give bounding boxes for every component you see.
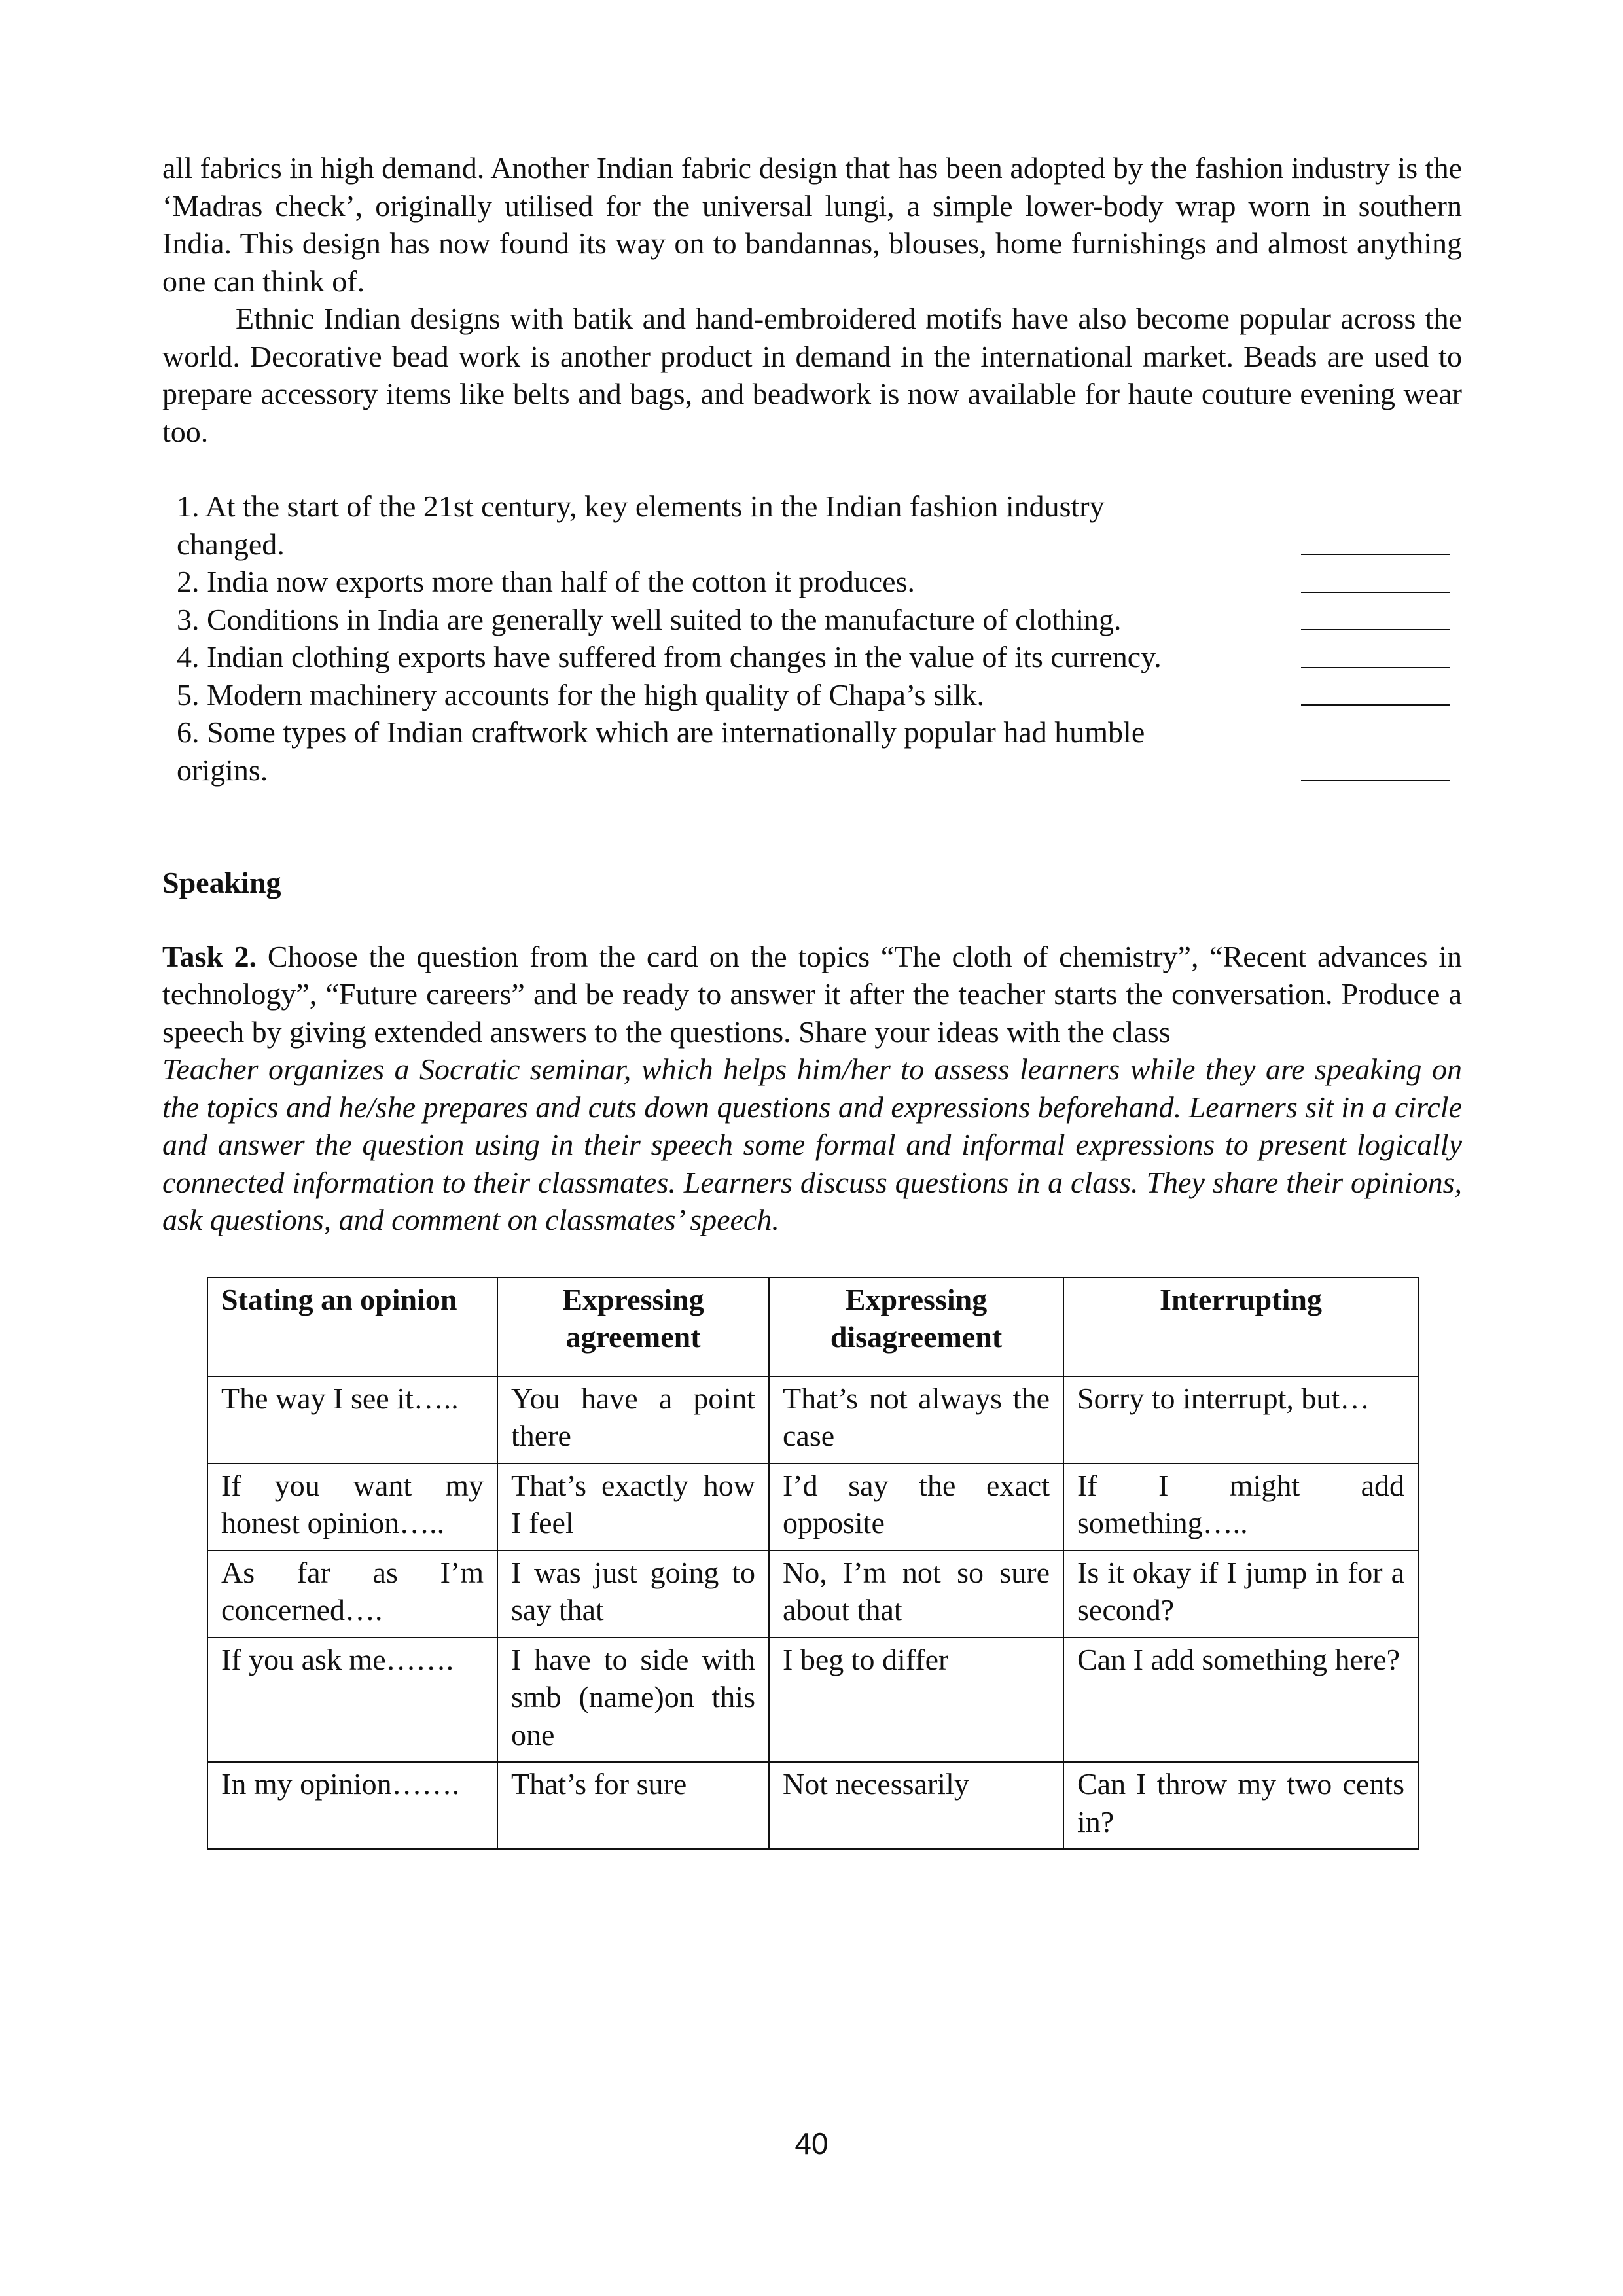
statement-line: 1. At the start of the 21st century, key elements in the Indian fashion industry bbox=[177, 490, 1105, 523]
section-heading-speaking: Speaking bbox=[162, 866, 281, 899]
paragraph-madras: all fabrics in high demand. Another Indian fabric design that has been adopted by the fashion industry is the ‘Madras check’, originally utilised for the universal lungi, a simple lower-body wrap worn in southern India. This design has now found its way on to bandannas, blouses, home furnishings and almost anything one can think of. bbox=[162, 151, 1462, 298]
page-content bbox=[162, 149, 1462, 1850]
table-row bbox=[207, 1376, 1418, 1463]
statement-line: origins. bbox=[177, 753, 268, 787]
table-cell: The way I see it….. bbox=[207, 1376, 497, 1463]
list-item bbox=[162, 713, 1450, 789]
table-cell: Is it okay if I jump in for a second? bbox=[1063, 1551, 1418, 1638]
task-2-instructions bbox=[162, 938, 1462, 1051]
statement-line: 3. Conditions in India are generally well suited to the manufacture of clothing. bbox=[177, 602, 1122, 636]
table-row bbox=[207, 1638, 1418, 1763]
column-header: Interrupting bbox=[1063, 1278, 1418, 1376]
list-item bbox=[162, 638, 1450, 676]
table-cell: I’d say the exact opposite bbox=[769, 1463, 1063, 1551]
table-cell: If I might add something….. bbox=[1063, 1463, 1418, 1551]
list-item bbox=[162, 563, 1450, 601]
table-cell: Can I add something here? bbox=[1063, 1638, 1418, 1763]
table-cell: You have a point there bbox=[497, 1376, 769, 1463]
answer-blank[interactable] bbox=[1301, 565, 1450, 593]
statement-line: 2. India now exports more than half of the cotton it produces. bbox=[177, 565, 915, 598]
true-false-list bbox=[162, 488, 1450, 789]
table-row bbox=[207, 1551, 1418, 1638]
statement-line: changed. bbox=[177, 527, 285, 561]
page-number: 40 bbox=[794, 2126, 829, 2161]
table-cell: Sorry to interrupt, but… bbox=[1063, 1376, 1418, 1463]
list-item bbox=[162, 601, 1450, 639]
task-label: Task 2. bbox=[162, 939, 257, 973]
table-cell: If you ask me……. bbox=[207, 1638, 497, 1763]
column-header: Stating an opinion bbox=[207, 1278, 497, 1376]
table-cell: I beg to differ bbox=[769, 1638, 1063, 1763]
statement-line: 5. Modern machinery accounts for the high quality of Chapa’s silk. bbox=[177, 677, 985, 711]
statement-line: 4. Indian clothing exports have suffered from changes in the value of its currency. bbox=[177, 640, 1162, 673]
table-cell: I was just going to say that bbox=[497, 1551, 769, 1638]
expressions-table bbox=[207, 1277, 1419, 1850]
table-cell: I have to side with smb (name)on this one bbox=[497, 1638, 769, 1763]
table-cell: As far as I’m concerned…. bbox=[207, 1551, 497, 1638]
table-row bbox=[207, 1463, 1418, 1551]
list-item bbox=[162, 488, 1450, 563]
answer-blank[interactable] bbox=[1301, 678, 1450, 706]
column-header: Expressing agreement bbox=[497, 1278, 769, 1376]
answer-blank[interactable] bbox=[1301, 753, 1450, 781]
task-text: Choose the question from the card on the topics “The cloth of chemistry”, “Recent advances in technology”, “Future careers” and be ready to answer it after the teacher starts the conversation. Produce a speech by giving extended answers to the questions. Share your ideas with the class bbox=[162, 939, 1462, 1049]
answer-blank[interactable] bbox=[1301, 603, 1450, 630]
table-cell: That’s not always the case bbox=[769, 1376, 1063, 1463]
table-cell: No, I’m not so sure about that bbox=[769, 1551, 1063, 1638]
table-header-row bbox=[207, 1278, 1418, 1376]
table-cell: That’s exactly how I feel bbox=[497, 1463, 769, 1551]
table-cell: Not necessarily bbox=[769, 1762, 1063, 1849]
paragraph-ethnic-designs: Ethnic Indian designs with batik and hand-embroidered motifs have also become popular across the world. Decorative bead work is another product in demand in the international market. Beads are used to prepare accessory items like belts and bags, and beadwork is now available for haute couture evening wear too. bbox=[162, 302, 1462, 448]
table-row bbox=[207, 1762, 1418, 1849]
table-cell: If you want my honest opinion….. bbox=[207, 1463, 497, 1551]
list-item bbox=[162, 676, 1450, 714]
table-cell: Can I throw my two cents in? bbox=[1063, 1762, 1418, 1849]
table-cell: That’s for sure bbox=[497, 1762, 769, 1849]
answer-blank[interactable] bbox=[1301, 641, 1450, 668]
column-header: Expressing disagreement bbox=[769, 1278, 1063, 1376]
table-cell: In my opinion……. bbox=[207, 1762, 497, 1849]
answer-blank[interactable] bbox=[1301, 528, 1450, 555]
teacher-note: Teacher organizes a Socratic seminar, which helps him/her to assess learners while they are speaking on the topics and he/she prepares and cuts down questions and expressions beforehand. Learners sit in a circle and answer the question using in their speech some formal and informal expressions to present logically connected information to their classmates. Learners discuss questions in a class. They share their opinions, ask questions, and comment on classmates’ speech. bbox=[162, 1052, 1462, 1236]
statement-line: 6. Some types of Indian craftwork which are internationally popular had humble bbox=[177, 715, 1145, 749]
